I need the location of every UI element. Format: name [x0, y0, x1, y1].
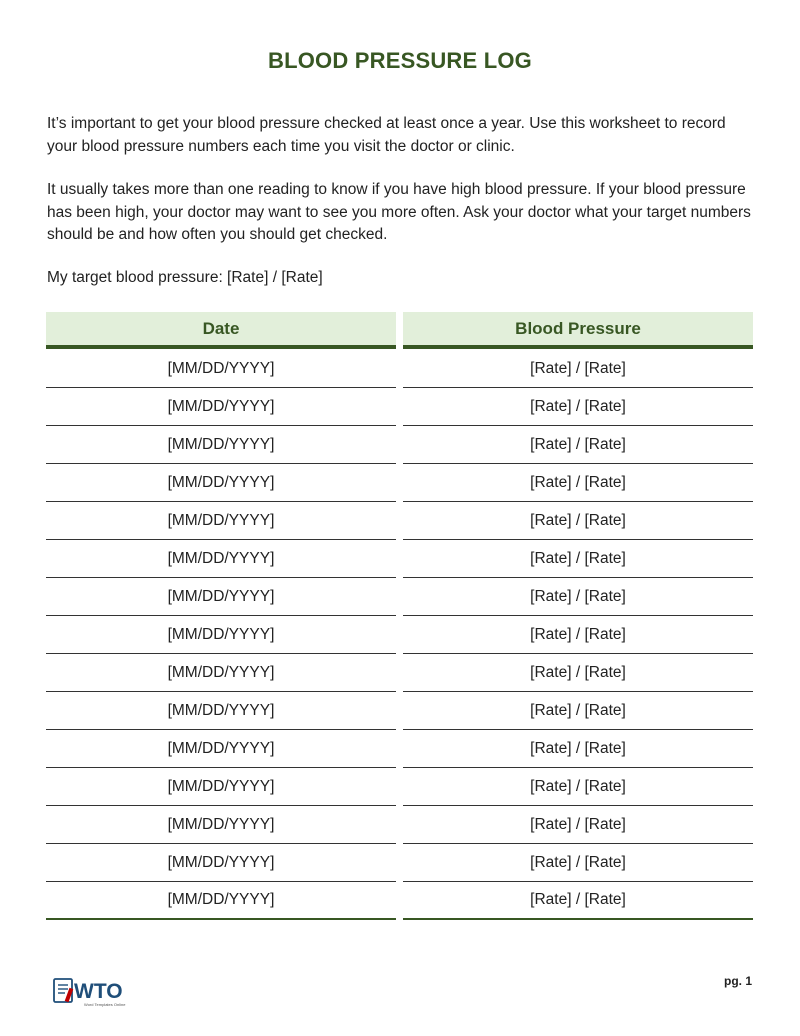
date-cell: [MM/DD/YYYY]: [46, 464, 396, 502]
info-paragraph: It usually takes more than one reading to know if you have high blood pressure. If your blood pressure has been high, your doctor may want to see you more often. Ask your doctor what your target numbers should be and how often you should get checked.: [47, 181, 751, 243]
table-row: [46, 350, 753, 388]
date-cell: [MM/DD/YYYY]: [46, 844, 396, 882]
table-row: [46, 692, 753, 730]
date-cell: [MM/DD/YYYY]: [46, 388, 396, 426]
blood-pressure-cell: [Rate] / [Rate]: [403, 692, 753, 730]
header-date: Date: [46, 312, 396, 349]
blood-pressure-cell: [Rate] / [Rate]: [403, 502, 753, 540]
table-row: [46, 464, 753, 502]
date-cell: [MM/DD/YYYY]: [46, 768, 396, 806]
table-row: [46, 844, 753, 882]
date-cell: [MM/DD/YYYY]: [46, 578, 396, 616]
blood-pressure-cell: [Rate] / [Rate]: [403, 654, 753, 692]
intro-paragraph: It’s important to get your blood pressure checked at least once a year. Use this worksheet to record your blood pressure numbers each time you visit the doctor or clinic.: [47, 115, 726, 155]
table-row: [46, 578, 753, 616]
blood-pressure-cell: [Rate] / [Rate]: [403, 806, 753, 844]
date-cell: [MM/DD/YYYY]: [46, 882, 396, 920]
blood-pressure-cell: [Rate] / [Rate]: [403, 616, 753, 654]
blood-pressure-cell: [Rate] / [Rate]: [403, 464, 753, 502]
table-row: [46, 426, 753, 464]
blood-pressure-cell: [Rate] / [Rate]: [403, 768, 753, 806]
blood-pressure-cell: [Rate] / [Rate]: [403, 578, 753, 616]
logo-text: WTO: [74, 980, 123, 1003]
logo-subtext: Word Templates Online: [84, 1002, 126, 1007]
date-cell: [MM/DD/YYYY]: [46, 730, 396, 768]
table-row: [46, 502, 753, 540]
date-cell: [MM/DD/YYYY]: [46, 502, 396, 540]
table-body: [46, 350, 753, 920]
table-row: [46, 882, 753, 920]
log-table: [46, 312, 753, 920]
wto-logo: [52, 976, 142, 1010]
table-row: [46, 616, 753, 654]
date-cell: [MM/DD/YYYY]: [46, 350, 396, 388]
blood-pressure-cell: [Rate] / [Rate]: [403, 844, 753, 882]
blood-pressure-cell: [Rate] / [Rate]: [403, 882, 753, 920]
blood-pressure-cell: [Rate] / [Rate]: [403, 388, 753, 426]
page-title: BLOOD PRESSURE LOG: [268, 48, 532, 73]
blood-pressure-cell: [Rate] / [Rate]: [403, 730, 753, 768]
blood-pressure-cell: [Rate] / [Rate]: [403, 350, 753, 388]
table-row: [46, 654, 753, 692]
date-cell: [MM/DD/YYYY]: [46, 540, 396, 578]
date-cell: [MM/DD/YYYY]: [46, 806, 396, 844]
blood-pressure-cell: [Rate] / [Rate]: [403, 540, 753, 578]
table-row: [46, 730, 753, 768]
table-header-row: [46, 312, 753, 350]
page-number: pg. 1: [723, 974, 752, 988]
date-cell: [MM/DD/YYYY]: [46, 654, 396, 692]
header-blood-pressure: Blood Pressure: [403, 312, 753, 349]
date-cell: [MM/DD/YYYY]: [46, 426, 396, 464]
blood-pressure-cell: [Rate] / [Rate]: [403, 426, 753, 464]
date-cell: [MM/DD/YYYY]: [46, 692, 396, 730]
table-row: [46, 388, 753, 426]
target-line: My target blood pressure: [Rate] / [Rate]: [47, 269, 323, 286]
table-row: [46, 540, 753, 578]
table-row: [46, 806, 753, 844]
date-cell: [MM/DD/YYYY]: [46, 616, 396, 654]
table-row: [46, 768, 753, 806]
document-icon: [54, 979, 73, 1002]
